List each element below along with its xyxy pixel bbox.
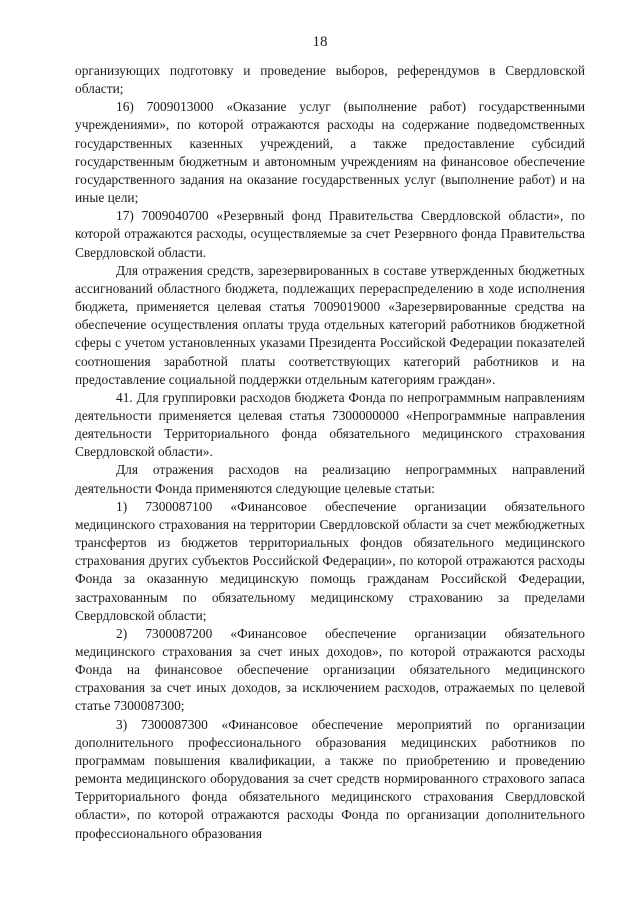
document-body [75,62,585,843]
paragraph: Для отражения расходов на реализацию непрограммных направлений деятельности Фонда применяются следующие целевые статьи: [75,462,585,496]
paragraph: 17) 7009040700 «Резервный фонд Правительства Свердловской области», по которой отражаются расходы, осуществляемые за счет Резервного фонда Правительства Свердловской области. [75,208,585,260]
paragraph: организующих подготовку и проведение выборов, референдумов в Свердловской области; [75,63,585,97]
paragraph: 3) 7300087300 «Финансовое обеспечение мероприятий по организации дополнительного профессионального образования медицинских работников по программам повышения квалификации, а также по приобретению и проведению ремонта медицинского оборудования за счет средств нормированного страхового запаса Территориального фонда обязательного медицинского страхования Свердловской области», по которой отражаются расходы Фонда по организации дополнительного профессионального образования [75,716,585,841]
page-number: 18 [312,34,328,50]
paragraph: Для отражения средств, зарезервированных в составе утвержденных бюджетных ассигнований областного бюджета, подлежащих перераспределению в ходе исполнения бюджета, применяется целевая статья 7009019000 «Зарезервированные средства на обеспечение осуществления оплаты труда отдельных категорий работников бюджетной сферы с учетом установленных указами Президента Российской Федерации показателей соотношения заработной платы соответствующих категорий работников и на предоставление социальной поддержки отдельным категориям граждан». [75,262,585,387]
paragraph: 1) 7300087100 «Финансовое обеспечение организации обязательного медицинского страхования на территории Свердловской области за счет межбюджетных трансфертов из бюджетов территориальных фондов обязательного медицинского страхования других субъектов Российской Федерации», по которой отражаются расходы Фонда за оказанную медицинскую помощь гражданам Российской Федерации, застрахованным по обязательному медицинскому страхованию за пределами Свердловской области; [75,498,585,623]
paragraph: 41. Для группировки расходов бюджета Фонда по непрограммным направлениям деятельности применяется целевая статья 7300000000 «Непрограммные направления деятельности Территориального фонда обязательного медицинского страхования Свердловской области». [75,389,585,460]
paragraph: 2) 7300087200 «Финансовое обеспечение организации обязательного медицинского страхования за счет иных доходов», по которой отражаются расходы Фонда на финансовое обеспечение организации обязательного медицинского страхования за счет иных доходов, за исключением расходов, отражаемых по целевой статье 7300087300; [75,625,585,714]
paragraph: 16) 7009013000 «Оказание услуг (выполнение работ) государственными учреждениями», по которой отражаются расходы на содержание подведомственных государственных казенных учреждений, а также предоставление субсидий государственным бюджетным и автономным учреждениям на финансовое обеспечение государственного задания на оказание государственных услуг (выполнение работ) и на иные цели; [75,99,585,206]
